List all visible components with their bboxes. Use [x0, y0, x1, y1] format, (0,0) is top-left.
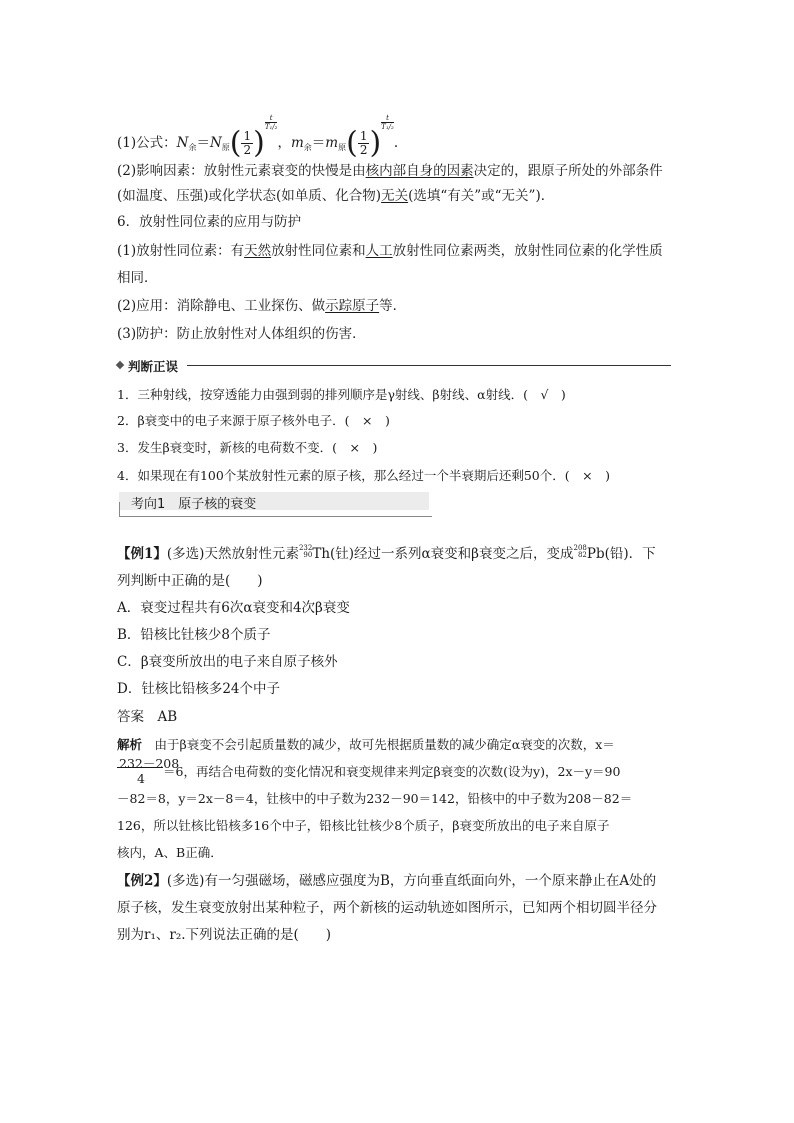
- example2-line3: 别为r₁、r₂.下列说法正确的是( ): [117, 927, 332, 943]
- p31-underline-2: 人工: [365, 243, 393, 259]
- sub-remain: 余: [188, 143, 197, 152]
- pb-z: 82: [577, 551, 587, 559]
- analysis-line2: ＝6，再结合电荷数的变化情况和衰变规律来判定β衰变的次数(设为y)，2x－y＝90: [163, 764, 621, 779]
- exp-den-2: T₁/₂: [381, 123, 394, 131]
- analysis-line4: 126，所以钍核比铅核多16个中子，铅核比钍核少8个质子，β衰变所放出的电子来自原子: [117, 818, 610, 833]
- para-2b: [117, 187, 554, 205]
- example1-text-b: Th(钍)经过一系列α衰变和β衰变之后，变成: [312, 546, 574, 562]
- example1-tag: 【例1】: [117, 546, 167, 562]
- frac-line: [117, 767, 163, 768]
- pb-mass: 208: [573, 544, 587, 552]
- topic-label: 考向1 原子核的衰变: [131, 497, 257, 512]
- formula-sep: ，: [277, 135, 291, 151]
- analysis-text-1: 由于β衰变不会引起质量数的减少，故可先根据质量数的减少确定α衰变的次数，x＝: [154, 737, 615, 752]
- paren-open: (: [229, 125, 242, 161]
- p31-text: (1)放射性同位素：有: [117, 243, 245, 259]
- para-3-3: (3)防护：防止放射性对人体组织的伤害．: [117, 326, 366, 342]
- judge-item-2: 2．β衰变中的电子来源于原子核外电子．( × ): [117, 413, 390, 428]
- judge-item-1: 1．三种射线，按穿透能力由强到弱的排列顺序是γ射线、β射线、α射线．( √ ): [117, 387, 566, 402]
- sub-orig-2: 原: [338, 143, 347, 152]
- p2a-underline: 核内部自身的因素: [365, 163, 474, 179]
- analysis-label: 解析: [117, 737, 143, 752]
- paren-close-2: ): [369, 125, 382, 161]
- half-den: 2: [243, 143, 252, 157]
- p32-text: (2)应用：消除静电、工业探伤、做: [117, 298, 326, 314]
- answer-line: [117, 708, 177, 726]
- p31-text-2: 放射性同位素和: [271, 243, 366, 259]
- example1-text-c: Pb(铅)．下: [586, 546, 656, 562]
- p2a-text-end: 决定的，跟原子所处的外部条件: [473, 163, 663, 179]
- para-3-2: [117, 297, 406, 315]
- exp-num: t: [265, 114, 278, 123]
- n-remain: N: [176, 135, 189, 151]
- th-mass: 232: [298, 544, 313, 552]
- exp-num-2: t: [381, 114, 394, 123]
- formula-line: (1)公式：$N_余=N_原$( $\frac{1}{2}$ ) $\frac{t}{\text{T₁/₂}}$ ，$m_余=m_原$( $\frac{1}{2}$ ) $\frac{t}{\text{T₁/₂}}$ .: [117, 114, 399, 161]
- section-bullet-icon: [116, 361, 124, 369]
- n-orig: N: [209, 135, 222, 151]
- half-num-2: 1: [359, 129, 368, 143]
- sub-remain-2: 余: [303, 143, 312, 152]
- th-nuclide-numbers: [299, 545, 312, 559]
- paren-open-2: (: [346, 125, 358, 161]
- exponent: [265, 114, 278, 131]
- analysis-line1: [117, 736, 615, 754]
- frac-numerator: 232－208: [119, 756, 180, 771]
- formula-end: .: [393, 135, 399, 151]
- example1-line2: 列判断中正确的是( ): [117, 573, 263, 589]
- option-b: B．铅核比钍核少8个质子: [117, 627, 271, 643]
- p2b-underline: 无关: [381, 188, 409, 204]
- section-rule: [187, 365, 671, 366]
- example1-text-a: (多选)天然放射性元素: [166, 546, 299, 562]
- example2-line1: [117, 872, 656, 890]
- frac-denominator: 4: [137, 771, 145, 786]
- judge-heading: 判断正误: [128, 359, 179, 374]
- p32-underline: 示踪原子: [325, 298, 380, 314]
- example2-text-1: (多选)有一匀强磁场，磁感应强度为B，方向垂直纸面向外，一个原来静止在A处的: [166, 873, 657, 889]
- m-orig: m: [325, 135, 339, 151]
- topic-tab: [119, 492, 431, 518]
- th-z: 90: [303, 551, 313, 559]
- option-d: D．钍核比铅核多24个中子: [117, 681, 281, 697]
- example1-line1: [117, 545, 656, 563]
- judge-item-3: 3．发生β衰变时，新核的电荷数不变．( × ): [117, 440, 378, 455]
- example2-line2: 原子核，发生衰变放射出某种粒子，两个新核的运动轨迹如图所示，已知两个相切圆半径分: [117, 900, 657, 916]
- analysis-line3: －82＝8，y＝2x－8＝4，钍核中的中子数为232－90＝142，铅核中的中子数为208－82＝: [117, 791, 633, 806]
- p2b-text: (如温度、压强)或化学状态(如单质、化合物): [117, 188, 382, 204]
- p32-text-end: 等．: [379, 298, 407, 314]
- answer-label: 答案: [117, 709, 144, 725]
- heading-6: 6．放射性同位素的应用与防护: [117, 214, 302, 230]
- option-c: C．β衰变所放出的电子来自原子核外: [117, 654, 338, 670]
- judge-item-4: 4．如果现在有100个某放射性元素的原子核，那么经过一个半衰期后还剩50个．( × ): [117, 468, 610, 483]
- formula-label: (1)公式：: [117, 135, 177, 151]
- answer-value: AB: [157, 709, 178, 725]
- half-den-2: 2: [359, 143, 368, 157]
- p2a-text: (2)影响因素：放射性元素衰变的快慢是由: [117, 163, 366, 179]
- p2b-text-end: (选填“有关”或“无关”)．: [408, 188, 555, 204]
- sub-orig: 原: [221, 143, 230, 152]
- paren-close: ): [253, 125, 265, 161]
- para-3-1-cont: 相同．: [117, 270, 158, 286]
- exp-den: T₁/₂: [264, 123, 278, 131]
- m-remain: m: [290, 135, 304, 151]
- half-fraction: [241, 130, 253, 157]
- example2-tag: 【例2】: [117, 873, 167, 889]
- p31-text-3: 放射性同位素两类，放射性同位素的化学性质: [392, 243, 663, 259]
- para-3-1: [117, 242, 663, 260]
- para-2a: [117, 162, 663, 180]
- exponent-2: [381, 114, 394, 131]
- option-a: A．衰变过程共有6次α衰变和4次β衰变: [117, 600, 350, 616]
- half-fraction-2: [358, 130, 370, 157]
- analysis-line5: 核内，A、B正确．: [117, 845, 223, 860]
- p31-underline-1: 天然: [244, 243, 272, 259]
- half-num: 1: [243, 129, 252, 143]
- pb-nuclide-numbers: [573, 545, 586, 559]
